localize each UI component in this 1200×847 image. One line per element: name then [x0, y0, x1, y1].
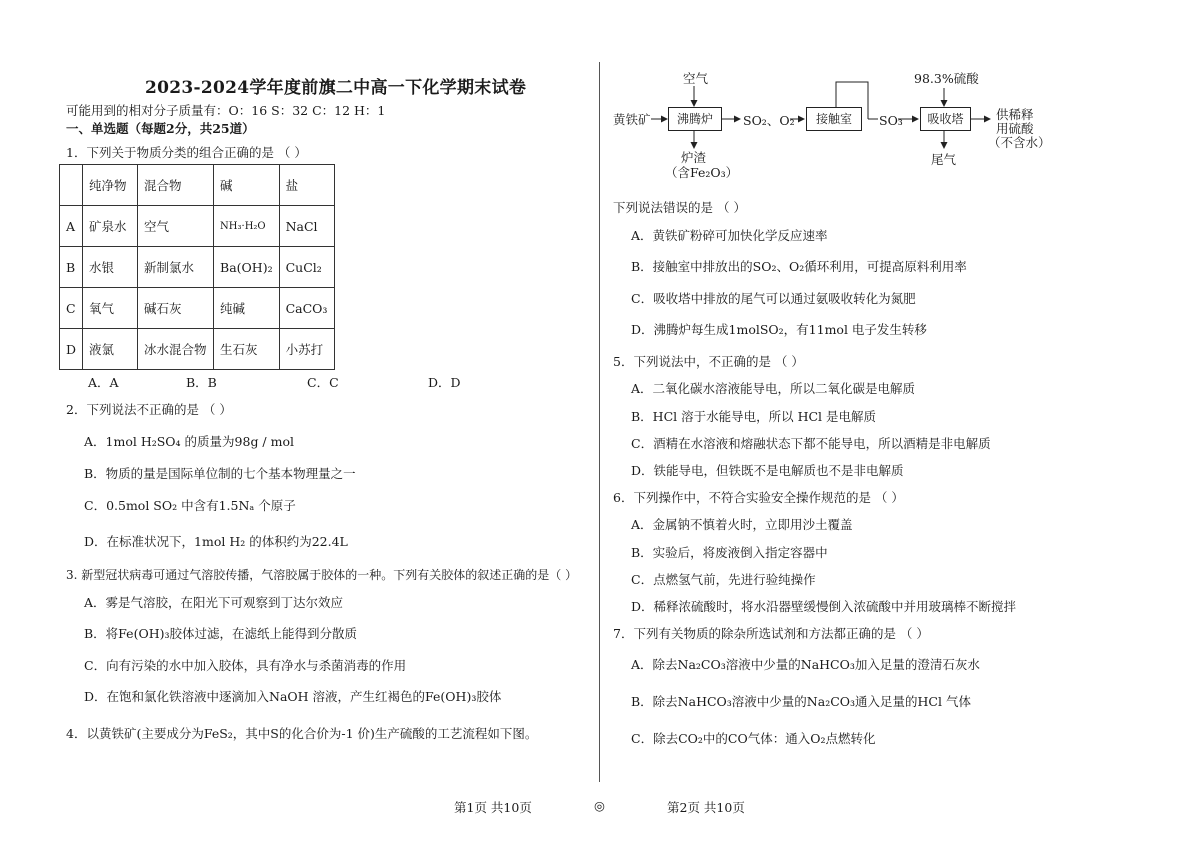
table-cell: 氧气 [83, 288, 138, 329]
table-cell: C [60, 288, 83, 329]
q6-option-d[interactable]: D．稀释浓硫酸时，将水沿器壁缓慢倒入浓硫酸中并用玻璃棒不断搅拌 [631, 599, 1017, 614]
q1-option-b[interactable]: B．B [186, 375, 217, 390]
table-cell: 空气 [138, 206, 214, 247]
q4-option-a[interactable]: A．黄铁矿粉碎可加快化学反应速率 [631, 228, 828, 243]
q4-stem: 4．以黄铁矿(主要成分为FeS₂，其中S的化合价为-1 价)生产硫酸的工艺流程如下图。 [66, 726, 538, 741]
q4-option-d[interactable]: D．沸腾炉每生成1molSO₂，有11mol 电子发生转移 [631, 322, 927, 337]
table-cell: 冰水混合物 [138, 329, 214, 370]
flow-furnace-box: 沸腾炉 [668, 107, 722, 131]
q6-option-a[interactable]: A．金属钠不慎着火时，立即用沙土覆盖 [631, 517, 853, 532]
q6-option-b[interactable]: B．实验后，将废液倒入指定容器中 [631, 545, 828, 560]
table-cell: 水银 [83, 247, 138, 288]
page-number-right: 第2页 共10页 [667, 800, 745, 815]
flow-acid-label: 98.3%硫酸 [914, 71, 979, 86]
table-row [60, 247, 335, 288]
q2-option-b[interactable]: B．物质的量是国际单位制的七个基本物理量之一 [84, 466, 356, 481]
table-cell: 生石灰 [214, 329, 280, 370]
table-row [60, 288, 335, 329]
q3-option-d[interactable]: D．在饱和氯化铁溶液中逐滴加入NaOH 溶液，产生红褐色的Fe(OH)₃胶体 [84, 689, 502, 704]
atomic-masses: 可能用到的相对分子质量有：O：16 S：32 C：12 H：1 [66, 103, 386, 118]
table-cell: A [60, 206, 83, 247]
section-heading: 一、单选题（每题2分，共25道） [66, 121, 255, 136]
table-cell: 液氯 [83, 329, 138, 370]
flow-contact-box: 接触室 [806, 107, 862, 131]
table-cell: CaCO₃ [279, 288, 334, 329]
q7-stem: 7．下列有关物质的除杂所选试剂和方法都正确的是 （ ） [613, 626, 929, 641]
footer-center-mark: ◎ [594, 798, 605, 813]
table-row [60, 329, 335, 370]
flow-so2-o2-label: SO₂、O₂ [743, 113, 795, 128]
flow-product-line1: 供稀释 [996, 107, 1034, 122]
q4-sub-stem: 下列说法错误的是 （ ） [613, 200, 746, 215]
q5-option-d[interactable]: D．铁能导电，但铁既不是电解质也不是非电解质 [631, 463, 904, 478]
flow-ore-label: 黄铁矿 [613, 112, 651, 127]
q4-option-b[interactable]: B．接触室中排放出的SO₂、O₂循环利用，可提高原料利用率 [631, 259, 967, 274]
q3-option-a[interactable]: A．雾是气溶胶，在阳光下可观察到丁达尔效应 [84, 595, 344, 610]
flow-slag-line2: （含Fe₂O₃） [665, 165, 739, 180]
q1-option-c[interactable]: C．C [307, 375, 339, 390]
flow-air-label: 空气 [683, 71, 709, 86]
q2-option-d[interactable]: D．在标准状况下，1mol H₂ 的体积约为22.4L [84, 534, 348, 549]
q5-option-a[interactable]: A．二氧化碳水溶液能导电，所以二氧化碳是电解质 [631, 381, 916, 396]
flow-absorber-box: 吸收塔 [920, 107, 971, 131]
q3-option-b[interactable]: B．将Fe(OH)₃胶体过滤，在滤纸上能得到分散质 [84, 626, 357, 641]
q7-option-a[interactable]: A．除去Na₂CO₃溶液中少量的NaHCO₃加入足量的澄清石灰水 [631, 657, 980, 672]
table-header-cell: 纯净物 [83, 165, 138, 206]
q1-stem: 1．下列关于物质分类的组合正确的是 （ ） [66, 145, 307, 160]
q6-stem: 6．下列操作中，不符合实验安全操作规范的是 （ ） [613, 490, 904, 505]
table-header-cell: 盐 [279, 165, 334, 206]
q6-option-c[interactable]: C．点燃氢气前，先进行验纯操作 [631, 572, 816, 587]
page-number-left: 第1页 共10页 [454, 800, 532, 815]
table-cell: 碱石灰 [138, 288, 214, 329]
table-header-cell: 混合物 [138, 165, 214, 206]
table-cell: 新制氯水 [138, 247, 214, 288]
q5-option-b[interactable]: B．HCl 溶于水能导电，所以 HCl 是电解质 [631, 409, 877, 424]
flow-product-line2: 用硫酸 [996, 121, 1034, 136]
q5-stem: 5．下列说法中，不正确的是 （ ） [613, 354, 804, 369]
flow-product-line3: （不含水） [988, 135, 1051, 150]
q2-option-a[interactable]: A．1mol H₂SO₄ 的质量为98g / mol [84, 434, 294, 449]
q3-option-c[interactable]: C．向有污染的水中加入胶体，具有净水与杀菌消毒的作用 [84, 658, 407, 673]
q1-option-a[interactable]: A．A [88, 375, 119, 390]
flow-so3-label: SO₃ [879, 113, 903, 128]
q1-option-d[interactable]: D．D [428, 375, 461, 390]
q7-option-c[interactable]: C．除去CO₂中的CO气体：通入O₂点燃转化 [631, 731, 876, 746]
flow-tail-gas-label: 尾气 [931, 152, 957, 167]
table-header-cell: 碱 [214, 165, 280, 206]
exam-title: 2023-2024学年度前旗二中高一下化学期末试卷 [145, 78, 527, 98]
table-cell: NaCl [279, 206, 334, 247]
q7-option-b[interactable]: B．除去NaHCO₃溶液中少量的Na₂CO₃通入足量的HCl 气体 [631, 694, 971, 709]
q5-option-c[interactable]: C．酒精在水溶液和熔融状态下都不能导电，所以酒精是非电解质 [631, 436, 991, 451]
q3-stem: 3. 新型冠状病毒可通过气溶胶传播，气溶胶属于胶体的一种。下列有关胶体的叙述正确的是（ ） [66, 568, 578, 582]
table-row [60, 206, 335, 247]
flow-slag-line1: 炉渣 [681, 150, 707, 165]
table-cell: 小苏打 [279, 329, 334, 370]
q2-option-c[interactable]: C．0.5mol SO₂ 中含有1.5Nₐ 个原子 [84, 498, 296, 513]
table-cell: D [60, 329, 83, 370]
q4-option-c[interactable]: C．吸收塔中排放的尾气可以通过氨吸收转化为氮肥 [631, 291, 916, 306]
process-flow-arrows [0, 0, 1200, 200]
table-cell: 矿泉水 [83, 206, 138, 247]
table-cell: 纯碱 [214, 288, 280, 329]
q2-stem: 2．下列说法不正确的是 （ ） [66, 402, 232, 417]
table-cell: B [60, 247, 83, 288]
table-cell: NH₃·H₂O [214, 206, 280, 247]
table-cell: Ba(OH)₂ [214, 247, 280, 288]
table-cell: CuCl₂ [279, 247, 334, 288]
